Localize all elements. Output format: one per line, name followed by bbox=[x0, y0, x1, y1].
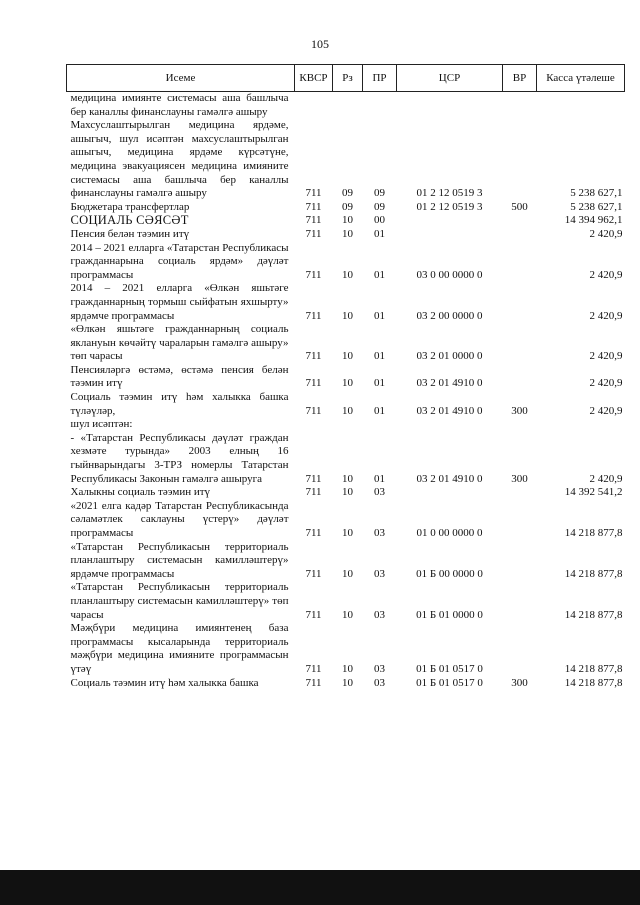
cell-kassa: 2 420,9 bbox=[589, 268, 623, 281]
cell-csr bbox=[397, 418, 503, 432]
cell-kvsr: 711 bbox=[305, 377, 322, 390]
cell-rz: 10 bbox=[342, 662, 353, 675]
cell-kassa: 5 238 627,1 bbox=[570, 200, 623, 213]
table-row bbox=[67, 500, 625, 541]
cell-vr: 300 bbox=[511, 404, 528, 417]
table-row bbox=[67, 228, 625, 242]
table-row bbox=[67, 622, 625, 676]
cell-kassa: 2 420,9 bbox=[589, 350, 623, 363]
header-rz: Рз bbox=[333, 65, 363, 92]
cell-pr: 01 bbox=[374, 268, 385, 281]
cell-pr: 03 bbox=[374, 486, 385, 499]
cell-kassa: 14 394 962,1 bbox=[564, 214, 623, 227]
cell-pr: 03 bbox=[374, 527, 385, 539]
cell-name: 2014 – 2021 елларга «Өлкән яшьтәге гражданнарның тормыш сыйфатын яхшырту» ярдәмче программасы bbox=[70, 282, 289, 322]
cell-vr: 300 bbox=[511, 472, 528, 485]
cell-pr: 03 bbox=[374, 567, 385, 580]
cell-pr: 03 bbox=[374, 676, 385, 689]
cell-name: СОЦИАЛЬ СӘЯСӘТ bbox=[70, 213, 189, 228]
cell-csr: 01 Б 01 0517 0 bbox=[416, 662, 483, 675]
cell-name: Бюджетара трансфертлар bbox=[70, 200, 190, 213]
cell-rz: 10 bbox=[342, 567, 353, 580]
cell-rz: 10 bbox=[342, 676, 353, 689]
cell-pr bbox=[363, 418, 397, 432]
cell-pr: 09 bbox=[374, 200, 385, 213]
cell-kvsr: 711 bbox=[305, 214, 322, 227]
header-kassa: Касса үтәлеше bbox=[537, 65, 625, 92]
cell-kvsr: 711 bbox=[305, 676, 322, 689]
cell-kvsr: 711 bbox=[305, 404, 322, 417]
cell-pr: 03 bbox=[374, 662, 385, 675]
cell-vr bbox=[503, 242, 537, 283]
cell-rz: 10 bbox=[342, 350, 353, 363]
cell-csr bbox=[397, 486, 503, 500]
cell-kassa: 2 420,9 bbox=[589, 377, 623, 390]
cell-rz: 10 bbox=[342, 214, 353, 227]
cell-rz: 10 bbox=[342, 608, 353, 621]
cell-csr: 03 0 00 0000 0 bbox=[416, 268, 483, 281]
cell-name: «Өлкән яшьтәге гражданнарның социаль яклануын көчәйтү чараларын гамәлгә ашыру» төп чарасы bbox=[70, 323, 289, 363]
cell-kvsr bbox=[295, 418, 333, 432]
cell-kassa: 14 218 877,8 bbox=[564, 527, 623, 539]
cell-rz: 10 bbox=[342, 472, 353, 485]
cell-rz bbox=[333, 92, 363, 120]
cell-csr: 01 0 00 0000 0 bbox=[416, 527, 483, 539]
cell-rz: 10 bbox=[342, 404, 353, 417]
table-row bbox=[67, 92, 625, 120]
table-row bbox=[67, 282, 625, 323]
cell-name: 2014 – 2021 елларга «Татарстан Республикасы гражданнарына социаль ярдәм» дәүләт программасы bbox=[70, 241, 289, 281]
table-body bbox=[67, 92, 625, 691]
cell-kvsr: 711 bbox=[305, 187, 322, 200]
cell-kvsr: 711 bbox=[305, 567, 322, 580]
cell-pr: 03 bbox=[374, 608, 385, 621]
cell-pr: 01 bbox=[374, 472, 385, 485]
cell-csr: 03 2 00 0000 0 bbox=[416, 309, 483, 322]
cell-name: - «Татарстан Республикасы дәүләт граждан хезмәте турында» 2003 елның 16 гыйнварындагы 3-ТРЗ номерлы Татарстан Республикасы Законын гамәлгә ашыруга bbox=[70, 431, 289, 485]
cell-vr: 300 bbox=[511, 676, 528, 689]
cell-name: медицина имиянте системасы аша башлыча бер каналлы финанслауны гамәлгә ашыру bbox=[70, 92, 289, 118]
cell-rz bbox=[333, 418, 363, 432]
table-row bbox=[67, 677, 625, 691]
cell-vr bbox=[503, 228, 537, 242]
cell-vr bbox=[503, 323, 537, 364]
cell-name: Социаль тәэмин итү һәм халыкка башка түләүләр, bbox=[70, 391, 289, 417]
cell-name: Пенсиялəргə өстәмә, өстәмә пенсия белән тәэмин итү bbox=[70, 363, 289, 390]
cell-kassa: 2 420,9 bbox=[589, 404, 623, 417]
cell-kassa: 14 392 541,2 bbox=[564, 486, 623, 499]
cell-rz: 10 bbox=[342, 227, 353, 240]
cell-name: Мәҗбүри медицина имиянтенең база программасы кысаларында территориаль мәҗбүри медицина имияните программасын үтәү bbox=[70, 622, 289, 675]
cell-pr: 01 bbox=[374, 377, 385, 390]
table-row bbox=[67, 391, 625, 418]
cell-name: «Татарстан Республикасын территориаль планлаштыру системасын камилләштерү» төп чарасы bbox=[70, 581, 289, 621]
cell-kassa bbox=[537, 92, 625, 120]
cell-vr bbox=[503, 119, 537, 201]
cell-kassa: 2 420,9 bbox=[589, 472, 623, 485]
cell-vr bbox=[503, 282, 537, 323]
cell-kassa: 5 238 627,1 bbox=[570, 187, 623, 200]
cell-pr: 01 bbox=[374, 350, 385, 363]
cell-csr: 01 2 12 0519 3 bbox=[416, 187, 483, 200]
cell-rz: 09 bbox=[342, 200, 353, 213]
header-vr: ВР bbox=[503, 65, 537, 92]
table-row bbox=[67, 432, 625, 486]
cell-kvsr: 711 bbox=[305, 527, 322, 539]
scan-bottom-border bbox=[0, 870, 640, 905]
cell-kassa: 2 420,9 bbox=[589, 309, 623, 322]
cell-vr bbox=[503, 622, 537, 676]
cell-csr bbox=[397, 228, 503, 242]
cell-csr: 01 Б 01 0000 0 bbox=[416, 608, 483, 621]
table-row bbox=[67, 201, 625, 215]
cell-csr: 03 2 01 4910 0 bbox=[416, 472, 483, 485]
cell-vr bbox=[503, 364, 537, 391]
cell-kvsr: 711 bbox=[305, 662, 322, 675]
cell-name: «Татарстан Республикасын территориаль планлаштыру системасын камилләштерү» ярдәмче программасы bbox=[70, 540, 289, 580]
cell-kvsr: 711 bbox=[305, 486, 322, 499]
table-header bbox=[67, 65, 625, 92]
cell-rz: 10 bbox=[342, 377, 353, 390]
table-row bbox=[67, 418, 625, 432]
table-row bbox=[67, 364, 625, 391]
cell-kvsr: 711 bbox=[305, 309, 322, 322]
cell-csr: 01 Б 00 0000 0 bbox=[416, 567, 483, 580]
header-kvsr: КВСР bbox=[295, 65, 333, 92]
cell-vr: 500 bbox=[511, 200, 528, 213]
cell-vr bbox=[503, 500, 537, 541]
table-row bbox=[67, 486, 625, 500]
cell-kvsr: 711 bbox=[305, 608, 322, 621]
cell-csr: 01 Б 01 0517 0 bbox=[416, 676, 483, 689]
cell-name: Махсуслаштырылган медицина ярдәме, ашыгыч, шул исәптән махсуслаштырылган ашыгыч, медицина ярдәме күрсәтүне, медицина эвакуациясен медицина имияните системасы аша башлыча бер каналлы финанслауны гамәлгә ашыру bbox=[70, 119, 289, 200]
budget-table bbox=[66, 64, 625, 690]
cell-csr: 03 2 01 4910 0 bbox=[416, 377, 483, 390]
cell-vr bbox=[503, 92, 537, 120]
cell-kvsr: 711 bbox=[305, 227, 322, 240]
cell-name: Пенсия белән тәэмин итү bbox=[70, 227, 190, 240]
header-pr: ПР bbox=[363, 65, 397, 92]
cell-kassa: 14 218 877,8 bbox=[564, 662, 623, 675]
cell-rz: 10 bbox=[342, 527, 353, 539]
cell-kvsr bbox=[295, 92, 333, 120]
cell-kassa: 14 218 877,8 bbox=[564, 567, 623, 580]
table-row bbox=[67, 214, 625, 228]
cell-csr: 03 2 01 4910 0 bbox=[416, 404, 483, 417]
cell-rz: 10 bbox=[342, 268, 353, 281]
cell-rz: 10 bbox=[342, 486, 353, 499]
cell-kassa bbox=[537, 418, 625, 432]
cell-pr: 09 bbox=[374, 187, 385, 200]
table-row bbox=[67, 323, 625, 364]
cell-pr: 00 bbox=[374, 214, 385, 227]
header-csr: ЦСР bbox=[397, 65, 503, 92]
cell-pr: 01 bbox=[374, 309, 385, 322]
cell-vr bbox=[503, 581, 537, 622]
cell-csr bbox=[397, 214, 503, 228]
cell-vr bbox=[503, 486, 537, 500]
table-row bbox=[67, 242, 625, 283]
cell-name: Халыкны социаль тәэмин итү bbox=[70, 486, 211, 499]
cell-kassa: 14 218 877,8 bbox=[564, 608, 623, 621]
cell-name: Социаль тәэмин итү һәм халыкка башка bbox=[70, 676, 259, 689]
cell-vr bbox=[503, 214, 537, 228]
table-row bbox=[67, 119, 625, 201]
cell-rz: 10 bbox=[342, 309, 353, 322]
cell-pr bbox=[363, 92, 397, 120]
cell-kvsr: 711 bbox=[305, 268, 322, 281]
cell-name: шул исәптән: bbox=[70, 418, 133, 431]
cell-pr: 01 bbox=[374, 227, 385, 240]
cell-rz: 09 bbox=[342, 187, 353, 200]
header-name: Исеме bbox=[67, 65, 295, 92]
cell-kassa: 14 218 877,8 bbox=[564, 676, 623, 689]
cell-csr: 01 2 12 0519 3 bbox=[416, 200, 483, 213]
cell-pr: 01 bbox=[374, 404, 385, 417]
table-row bbox=[67, 541, 625, 582]
cell-kvsr: 711 bbox=[305, 350, 322, 363]
cell-csr bbox=[397, 92, 503, 120]
page-number: 105 bbox=[311, 37, 329, 51]
cell-vr bbox=[503, 418, 537, 432]
cell-kvsr: 711 bbox=[305, 472, 322, 485]
cell-vr bbox=[503, 541, 537, 582]
table-row bbox=[67, 581, 625, 622]
cell-csr: 03 2 01 0000 0 bbox=[416, 350, 483, 363]
cell-kassa: 2 420,9 bbox=[589, 227, 623, 240]
cell-kvsr: 711 bbox=[305, 200, 322, 213]
cell-name: «2021 елга кадәр Татарстан Республикасында сәламәтлек саклауны үстерү» дәүләт программасы bbox=[70, 499, 289, 539]
